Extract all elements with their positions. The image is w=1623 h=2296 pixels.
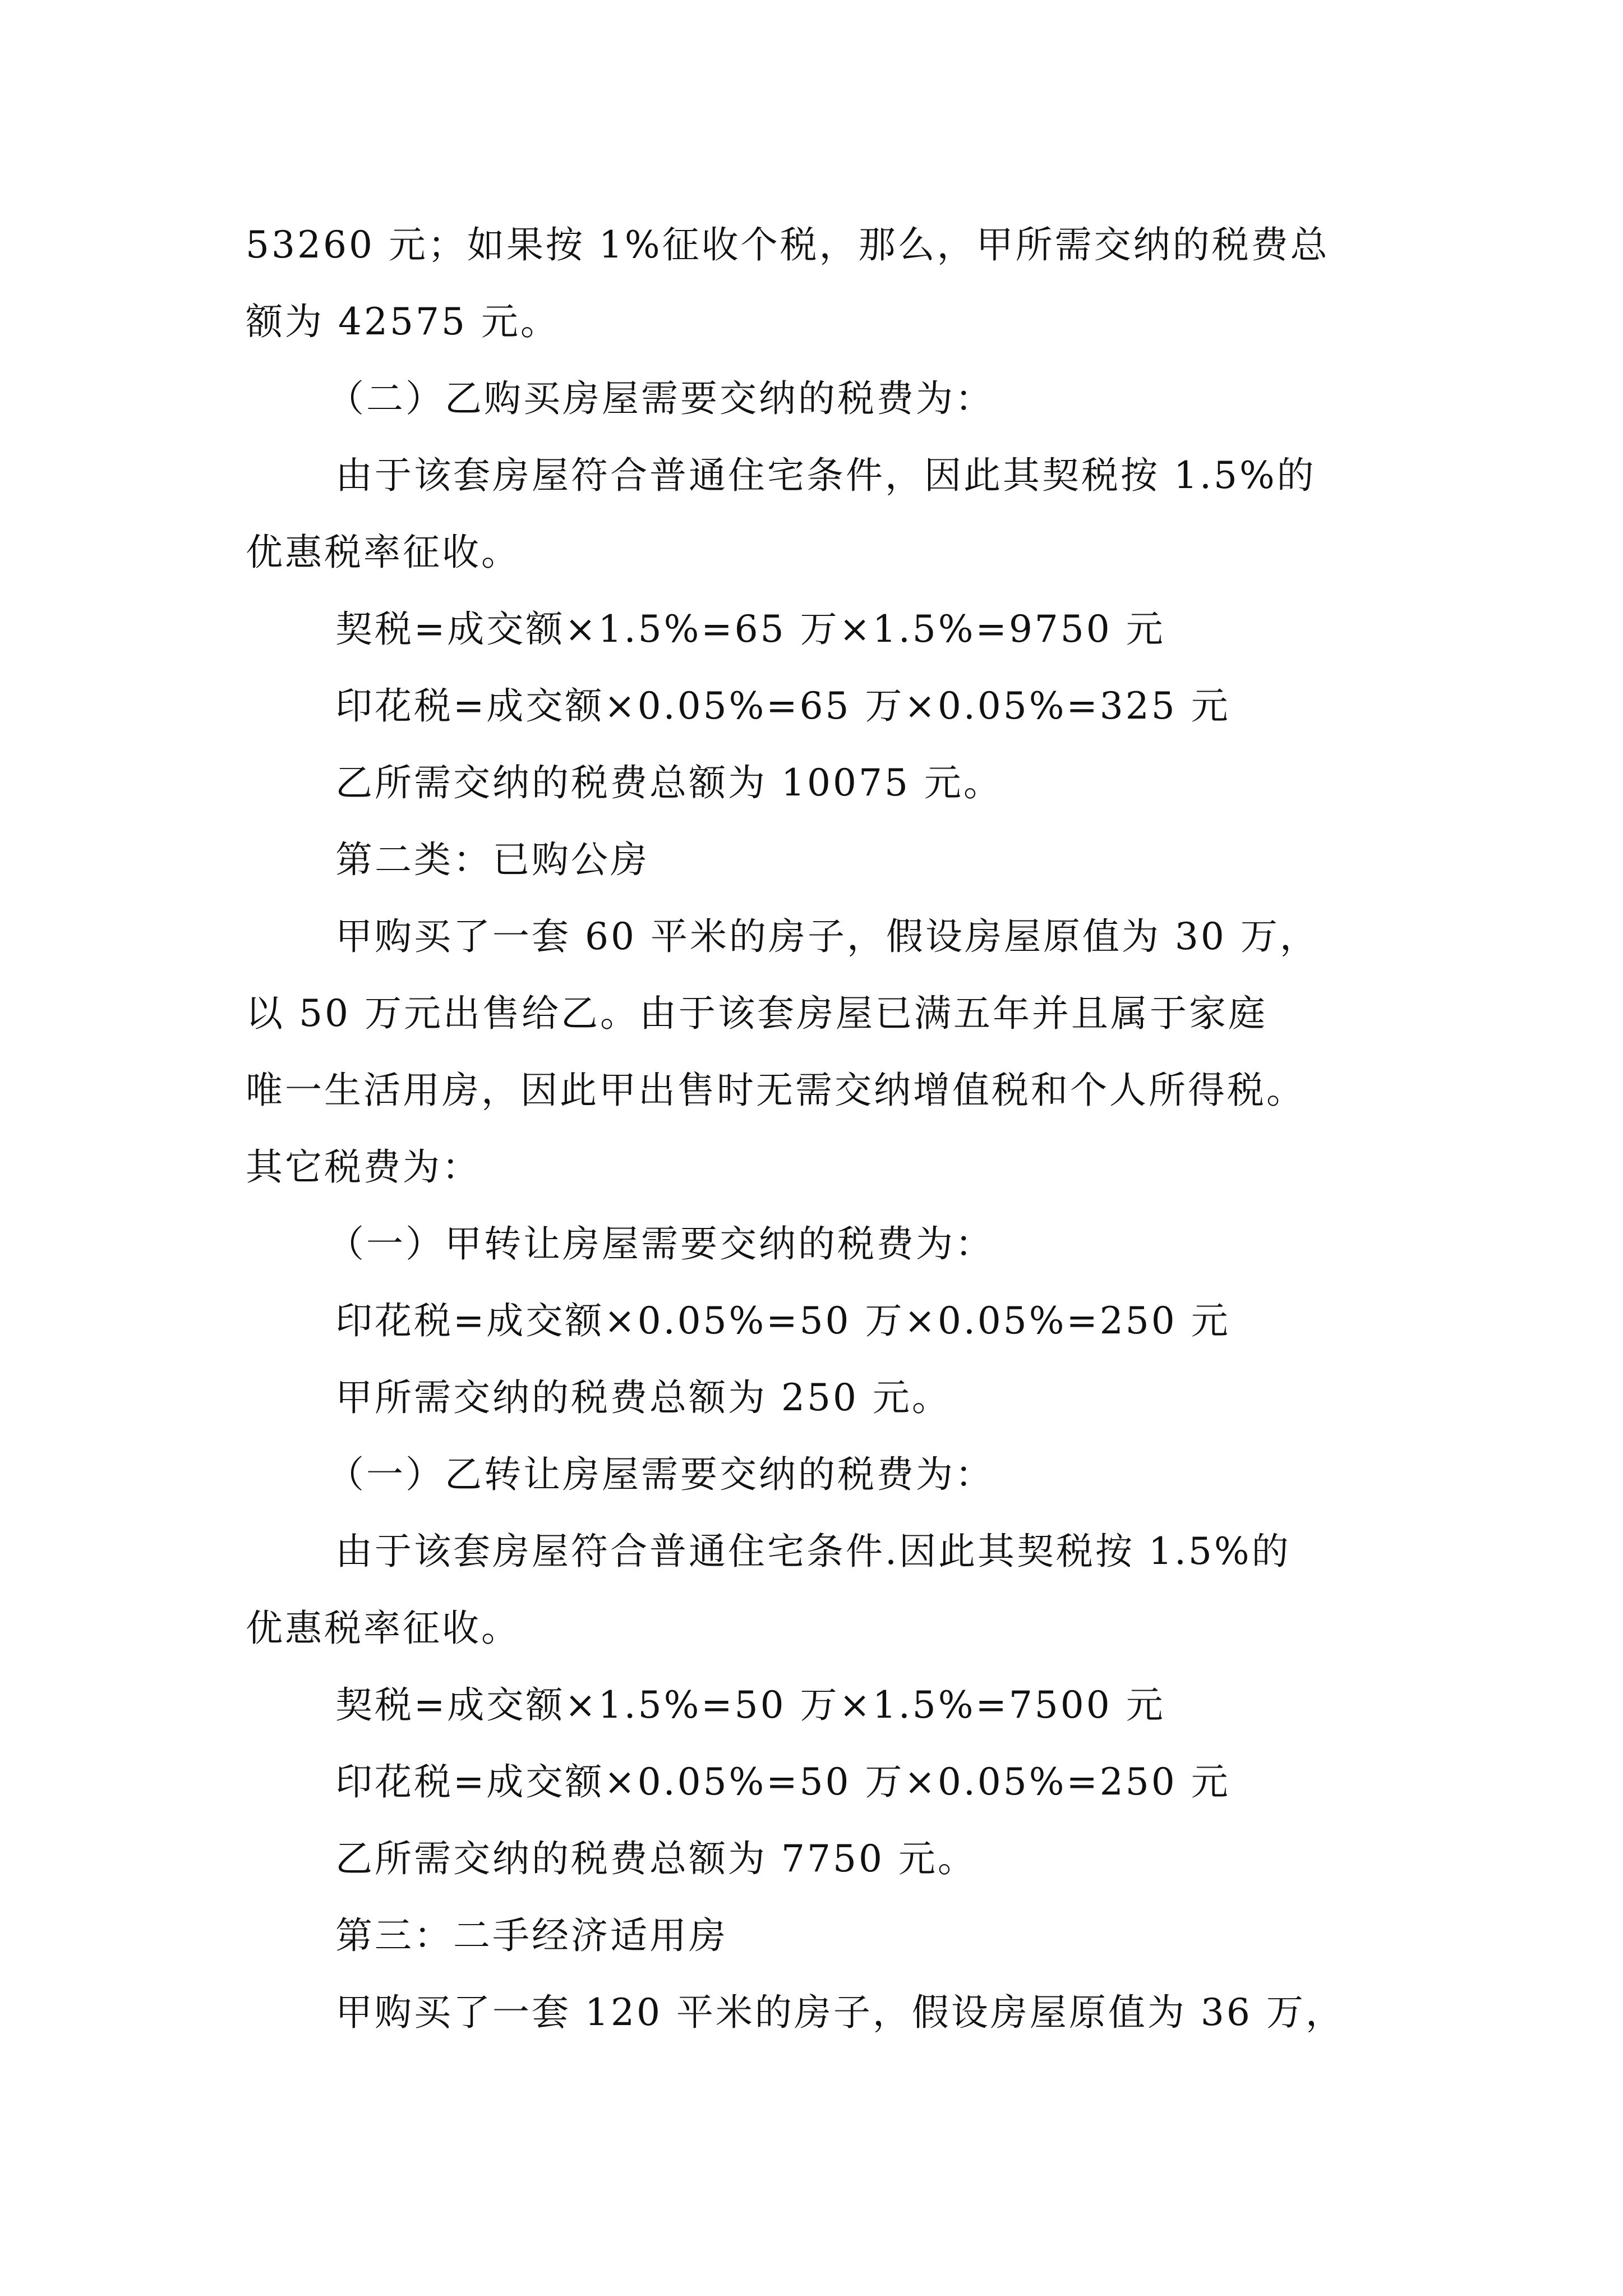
total-line: 乙所需交纳的税费总额为 10075 元。 [335,761,1003,804]
text-line: 优惠税率征收。 [246,1607,520,1650]
text-line: 额为 42575 元。 [246,300,560,343]
text-line: 由于该套房屋符合普通住宅条件，因此其契税按 1.5%的 [335,454,1316,497]
text-line: 唯一生活用房，因此甲出售时无需交纳增值税和个人所得税。 [246,1069,1306,1112]
text-line: 优惠税率征收。 [246,531,520,574]
section-heading: （一）甲转让房屋需要交纳的税费为： [327,1222,994,1266]
text-line: 甲购买了一套 60 平米的房子，假设房屋原值为 30 万， [335,915,1319,958]
total-line: 甲所需交纳的税费总额为 250 元。 [335,1376,951,1419]
text-line: 以 50 万元出售给乙。由于该套房屋已满五年并且属于家庭 [246,992,1267,1035]
text-line: 甲购买了一套 120 平米的房子，假设房屋原值为 36 万， [335,1991,1345,2034]
section-heading: （一）乙转让房屋需要交纳的税费为： [327,1453,994,1496]
formula-line: 印花税=成交额×0.05%=50 万×0.05%=250 元 [335,1299,1230,1342]
category-heading: 第三：二手经济适用房 [335,1914,728,1957]
formula-line: 契税=成交额×1.5%=65 万×1.5%=9750 元 [335,608,1165,651]
total-line: 乙所需交纳的税费总额为 7750 元。 [335,1837,977,1880]
section-heading: （二）乙购买房屋需要交纳的税费为： [327,377,994,420]
category-heading: 第二类：已购公房 [335,838,649,881]
text-line: 53260 元；如果按 1%征收个税，那么，甲所需交纳的税费总 [246,223,1330,266]
text-line: 其它税费为： [246,1145,481,1189]
document-body [246,206,1384,2051]
text-line: 由于该套房屋符合普通住宅条件.因此其契税按 1.5%的 [335,1530,1291,1573]
formula-line: 印花税=成交额×0.05%=50 万×0.05%=250 元 [335,1760,1230,1803]
formula-line: 契税=成交额×1.5%=50 万×1.5%=7500 元 [335,1683,1165,1727]
formula-line: 印花税=成交额×0.05%=65 万×0.05%=325 元 [335,684,1230,728]
